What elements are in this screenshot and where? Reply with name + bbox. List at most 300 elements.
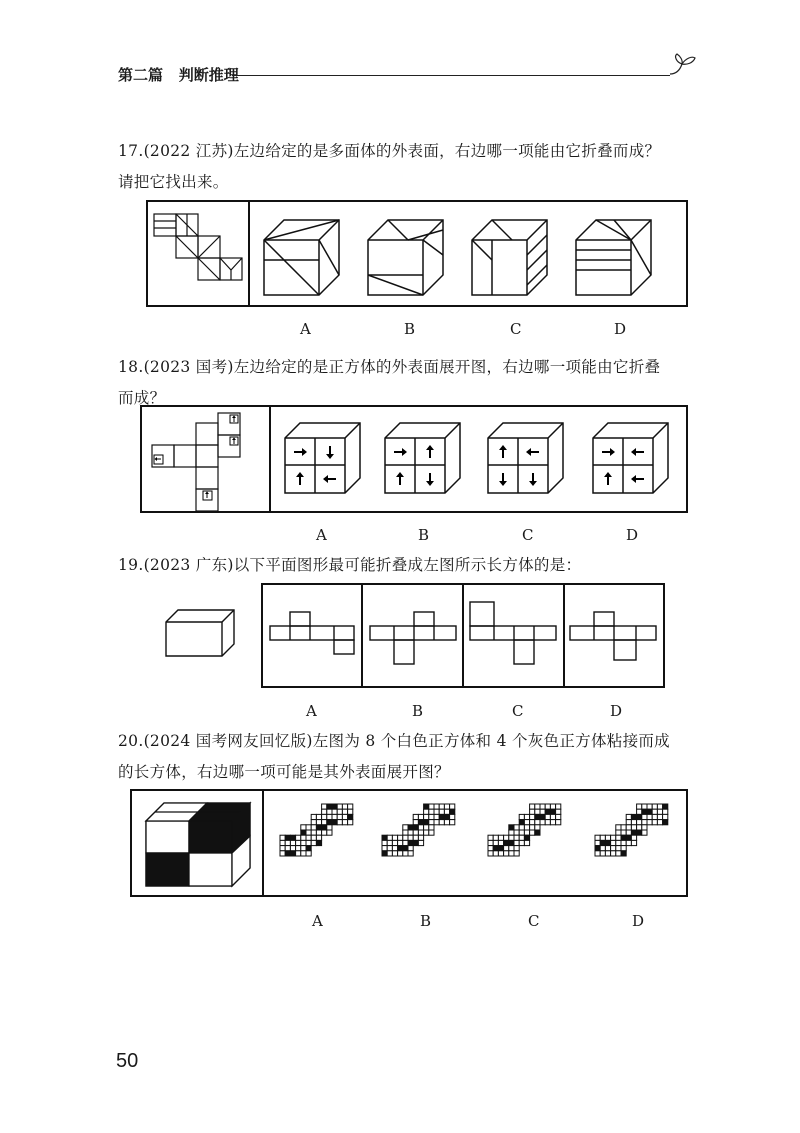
net-cell <box>418 840 423 845</box>
net-cell <box>493 851 498 856</box>
net-cell <box>535 825 540 830</box>
net-cell <box>337 820 342 825</box>
q-source: (2023 广东) <box>143 556 234 574</box>
net-cell <box>488 846 493 851</box>
net-cell <box>296 835 301 840</box>
net-cell <box>498 835 503 840</box>
net-cell <box>519 825 524 830</box>
net-cell <box>403 830 408 835</box>
net-cell <box>600 851 605 856</box>
net-cell <box>616 830 621 835</box>
net-cell <box>530 809 535 814</box>
net-cell <box>322 804 327 809</box>
net-cell <box>327 830 332 835</box>
net-cell <box>280 835 285 840</box>
net-cell <box>311 814 316 819</box>
net-cell <box>290 851 295 856</box>
net-cell <box>444 820 449 825</box>
net-cell <box>657 809 662 814</box>
net-cell <box>342 814 347 819</box>
net-cell <box>621 825 626 830</box>
sprout-icon <box>668 50 698 76</box>
net-cell <box>322 809 327 814</box>
net-cell <box>382 835 387 840</box>
net-cell <box>348 820 353 825</box>
section-label: 第二篇 <box>118 66 164 84</box>
net-cell <box>504 851 509 856</box>
net-cell <box>600 835 605 840</box>
net-cell <box>605 846 610 851</box>
net-cell <box>621 835 626 840</box>
net-cell <box>418 835 423 840</box>
net-cell <box>398 851 403 856</box>
net-cell <box>450 804 455 809</box>
net-cell <box>595 851 600 856</box>
header-rule <box>232 75 670 76</box>
net-cell <box>530 804 535 809</box>
net-cell <box>605 840 610 845</box>
net-cell <box>392 840 397 845</box>
net-cell <box>556 804 561 809</box>
net-cell <box>337 814 342 819</box>
net-cell <box>403 825 408 830</box>
net-cell <box>450 820 455 825</box>
net-cell <box>285 835 290 840</box>
net-cell <box>652 820 657 825</box>
q18-figure <box>140 405 688 513</box>
net-cell <box>626 840 631 845</box>
net-cell <box>429 809 434 814</box>
net-cell <box>418 825 423 830</box>
net-cell <box>301 825 306 830</box>
net-cell <box>429 820 434 825</box>
net-cell <box>285 846 290 851</box>
net-cell <box>545 820 550 825</box>
net-cell <box>631 840 636 845</box>
net-cell <box>509 825 514 830</box>
net-cell <box>621 830 626 835</box>
net-cell <box>348 814 353 819</box>
net-cell <box>652 814 657 819</box>
net-cell <box>434 804 439 809</box>
net-cell <box>316 835 321 840</box>
net-cell <box>444 804 449 809</box>
net-cell <box>493 840 498 845</box>
net-cell <box>306 825 311 830</box>
net-cell <box>498 846 503 851</box>
net-cell <box>535 820 540 825</box>
net-cell <box>290 840 295 845</box>
net-cell <box>530 814 535 819</box>
net-cell <box>280 840 285 845</box>
net-cell <box>647 804 652 809</box>
net-cell <box>637 809 642 814</box>
net-cell <box>311 835 316 840</box>
net-cell <box>524 825 529 830</box>
option-label-d: D <box>614 320 627 338</box>
net-cell <box>519 840 524 845</box>
net-cell <box>280 846 285 851</box>
net-cell <box>637 830 642 835</box>
net-cell <box>647 809 652 814</box>
net-cell <box>387 851 392 856</box>
net-cell <box>621 840 626 845</box>
net-cell <box>514 840 519 845</box>
net-cell <box>301 846 306 851</box>
net-cell <box>439 814 444 819</box>
net-cell <box>301 851 306 856</box>
net-cell <box>530 820 535 825</box>
net-cell <box>285 840 290 845</box>
net-cell <box>322 830 327 835</box>
option-label-c: C <box>512 702 524 720</box>
net-cell <box>605 851 610 856</box>
net-cell <box>392 851 397 856</box>
option-label-a: A <box>306 702 317 720</box>
net-cell <box>631 820 636 825</box>
net-cell <box>621 851 626 856</box>
net-cell <box>439 804 444 809</box>
net-cell <box>434 820 439 825</box>
net-cell <box>327 825 332 830</box>
net-cell <box>663 820 668 825</box>
net-cell <box>631 835 636 840</box>
net-cell <box>311 830 316 835</box>
net-cell <box>403 851 408 856</box>
section-title: 判断推理 <box>178 66 239 84</box>
net-cell <box>408 846 413 851</box>
net-cell <box>595 840 600 845</box>
q19-figure <box>160 582 700 692</box>
q-text: 左图为 8 个白色正方体和 4 个灰色正方体粘接而成 <box>312 732 670 750</box>
net-cell <box>540 809 545 814</box>
net-cell <box>605 835 610 840</box>
net-cell <box>332 814 337 819</box>
net-cell <box>403 840 408 845</box>
net-cell <box>322 814 327 819</box>
net-cell <box>342 809 347 814</box>
question-19 <box>118 550 703 581</box>
net-cell <box>637 825 642 830</box>
q17-figure <box>146 200 688 308</box>
option-label-d: D <box>610 702 623 720</box>
net-cell <box>637 814 642 819</box>
net-cell <box>296 840 301 845</box>
q-number: 20. <box>118 732 144 750</box>
net-cell <box>642 804 647 809</box>
option-label-b: B <box>412 702 424 720</box>
net-cell <box>403 835 408 840</box>
net-cell <box>509 830 514 835</box>
net-cell <box>327 820 332 825</box>
net-cell <box>642 814 647 819</box>
net-cell <box>519 830 524 835</box>
net-cell <box>387 835 392 840</box>
net-cell <box>600 840 605 845</box>
net-cell <box>498 851 503 856</box>
net-cell <box>332 820 337 825</box>
net-cell <box>311 840 316 845</box>
net-cell <box>504 835 509 840</box>
q-number: 18. <box>118 358 144 376</box>
net-cell <box>450 809 455 814</box>
net-cell <box>616 846 621 851</box>
net-cell <box>488 835 493 840</box>
net-cell <box>504 840 509 845</box>
q-text: 以下平面图形最可能折叠成左图所示长方体的是： <box>233 556 582 574</box>
option-label-a: A <box>312 912 323 930</box>
net-cell <box>652 809 657 814</box>
net-cell <box>306 840 311 845</box>
option-label-d: D <box>626 526 639 544</box>
page-number: 50 <box>116 1050 139 1072</box>
net-cell <box>316 825 321 830</box>
net-cell <box>332 809 337 814</box>
net-cell <box>556 809 561 814</box>
net-cell <box>296 846 301 851</box>
net-cell <box>403 846 408 851</box>
net-cell <box>509 846 514 851</box>
net-cell <box>392 846 397 851</box>
net-cell <box>450 814 455 819</box>
option-label-a: A <box>316 526 327 544</box>
net-cell <box>418 814 423 819</box>
net-cell <box>600 846 605 851</box>
net-cell <box>429 830 434 835</box>
option-label-d: D <box>632 912 645 930</box>
net-cell <box>316 840 321 845</box>
net-cell <box>611 846 616 851</box>
q-source: (2023 国考) <box>143 358 234 376</box>
net-cell <box>626 814 631 819</box>
net-cell <box>545 804 550 809</box>
net-cell <box>311 820 316 825</box>
net-cell <box>301 840 306 845</box>
net-cell <box>550 804 555 809</box>
net-cell <box>647 814 652 819</box>
net-cell <box>424 809 429 814</box>
option-label-b: B <box>418 526 430 544</box>
net-cell <box>540 814 545 819</box>
net-cell <box>595 835 600 840</box>
net-cell <box>424 825 429 830</box>
net-cell <box>382 840 387 845</box>
net-cell <box>519 835 524 840</box>
net-cell <box>514 846 519 851</box>
option-label-b: B <box>404 320 416 338</box>
net-cell <box>524 835 529 840</box>
net-cell <box>642 825 647 830</box>
net-cell <box>540 820 545 825</box>
net-cell <box>413 835 418 840</box>
net-cell <box>392 835 397 840</box>
net-cell <box>509 835 514 840</box>
option-label-b: B <box>420 912 432 930</box>
net-cell <box>342 820 347 825</box>
net-cell <box>545 814 550 819</box>
q-text-cont: 请把它找出来。 <box>118 173 229 191</box>
net-cell <box>398 835 403 840</box>
net-cell <box>311 825 316 830</box>
net-cell <box>408 851 413 856</box>
net-cell <box>647 820 652 825</box>
net-cell <box>657 820 662 825</box>
net-cell <box>616 851 621 856</box>
net-cell <box>322 825 327 830</box>
net-cell <box>439 820 444 825</box>
net-cell <box>509 840 514 845</box>
net-cell <box>657 804 662 809</box>
net-cell <box>530 825 535 830</box>
net-cell <box>424 814 429 819</box>
net-cell <box>535 809 540 814</box>
net-cell <box>493 835 498 840</box>
net-cell <box>611 851 616 856</box>
q-number: 17. <box>118 142 144 160</box>
net-cell <box>616 825 621 830</box>
net-cell <box>631 830 636 835</box>
net-cell <box>327 814 332 819</box>
net-cell <box>408 840 413 845</box>
q-source: (2024 国考网友回忆版) <box>143 732 313 750</box>
net-cell <box>663 814 668 819</box>
net-cell <box>439 809 444 814</box>
net-cell <box>514 825 519 830</box>
net-cell <box>637 820 642 825</box>
q-text-cont: 的长方体，右边哪一项可能是其外表面展开图？ <box>118 763 450 781</box>
net-cell <box>611 835 616 840</box>
net-cell <box>514 830 519 835</box>
net-cell <box>429 825 434 830</box>
net-cell <box>663 804 668 809</box>
net-cell <box>545 809 550 814</box>
net-cell <box>306 830 311 835</box>
net-cell <box>631 825 636 830</box>
net-cell <box>524 820 529 825</box>
net-cell <box>519 814 524 819</box>
net-cell <box>348 804 353 809</box>
net-cell <box>413 830 418 835</box>
net-cell <box>626 830 631 835</box>
net-cell <box>306 846 311 851</box>
net-cell <box>535 804 540 809</box>
net-cell <box>540 804 545 809</box>
net-cell <box>398 840 403 845</box>
net-cell <box>488 840 493 845</box>
net-cell <box>434 809 439 814</box>
net-cell <box>408 835 413 840</box>
net-cell <box>514 835 519 840</box>
net-cell <box>642 820 647 825</box>
net-cell <box>413 820 418 825</box>
net-cell <box>616 840 621 845</box>
running-header <box>118 64 239 85</box>
net-cell <box>556 814 561 819</box>
net-cell <box>657 814 662 819</box>
net-cell <box>535 830 540 835</box>
net-cell <box>348 809 353 814</box>
net-cell <box>424 830 429 835</box>
net-cell <box>626 835 631 840</box>
net-cell <box>509 851 514 856</box>
q-number: 19. <box>118 556 144 574</box>
net-cell <box>550 809 555 814</box>
net-cell <box>413 814 418 819</box>
net-cell <box>408 825 413 830</box>
net-cell <box>408 830 413 835</box>
net-cell <box>493 846 498 851</box>
net-cell <box>498 840 503 845</box>
net-cell <box>413 840 418 845</box>
net-cell <box>637 804 642 809</box>
option-label-a: A <box>300 320 311 338</box>
option-label-c: C <box>528 912 540 930</box>
net-cell <box>424 820 429 825</box>
question-20 <box>118 726 703 788</box>
net-cell <box>530 830 535 835</box>
net-cell <box>524 840 529 845</box>
net-cell <box>556 820 561 825</box>
net-cell <box>382 851 387 856</box>
net-cell <box>301 835 306 840</box>
question-17 <box>118 136 703 198</box>
net-cell <box>306 851 311 856</box>
net-cell <box>642 830 647 835</box>
q-text: 左边给定的是多面体的外表面，右边哪一项能由它折叠而成？ <box>233 142 661 160</box>
net-cell <box>387 846 392 851</box>
net-cell <box>327 804 332 809</box>
net-cell <box>652 804 657 809</box>
net-cell <box>290 835 295 840</box>
net-cell <box>337 804 342 809</box>
net-cell <box>444 809 449 814</box>
net-cell <box>418 820 423 825</box>
net-cell <box>280 851 285 856</box>
net-cell <box>611 840 616 845</box>
net-cell <box>642 809 647 814</box>
q-source: (2022 江苏) <box>143 142 234 160</box>
option-label-c: C <box>510 320 522 338</box>
net-cell <box>316 814 321 819</box>
net-cell <box>316 830 321 835</box>
net-cell <box>626 820 631 825</box>
net-cell <box>290 846 295 851</box>
net-cell <box>413 825 418 830</box>
net-cell <box>296 851 301 856</box>
net-cell <box>595 846 600 851</box>
net-cell <box>429 814 434 819</box>
net-cell <box>488 851 493 856</box>
net-cell <box>337 809 342 814</box>
q20-figure <box>130 788 688 898</box>
net-cell <box>616 835 621 840</box>
net-cell <box>504 846 509 851</box>
net-cell <box>434 814 439 819</box>
net-cell <box>663 809 668 814</box>
net-cell <box>387 840 392 845</box>
net-cell <box>398 846 403 851</box>
net-cell <box>429 804 434 809</box>
net-cell <box>418 830 423 835</box>
net-cell <box>322 820 327 825</box>
net-cell <box>535 814 540 819</box>
option-label-c: C <box>522 526 534 544</box>
net-cell <box>621 846 626 851</box>
net-cell <box>342 804 347 809</box>
net-cell <box>332 804 337 809</box>
net-cell <box>626 825 631 830</box>
net-cell <box>444 814 449 819</box>
